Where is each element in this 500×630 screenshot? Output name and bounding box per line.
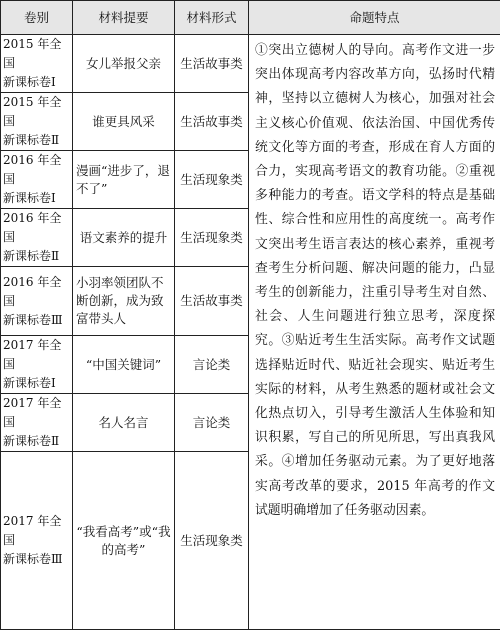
volume-year: 2015 年全国: [3, 37, 61, 70]
volume-year: 2017 年全国: [3, 514, 61, 547]
header-volume: 卷别: [1, 1, 73, 35]
material-cell: 女儿举报父亲: [73, 35, 175, 93]
form-cell: 言论类: [175, 336, 249, 394]
volume-name: 新课标卷Ⅲ: [3, 552, 63, 566]
table-row: [1, 35, 500, 93]
volume-year: 2016 年全国: [3, 275, 61, 308]
form-cell: 生活故事类: [175, 267, 249, 336]
volume-cell: [1, 336, 73, 394]
material-cell: 名人名言: [73, 394, 175, 452]
volume-cell: [1, 452, 73, 630]
volume-year: 2016 年全国: [3, 153, 61, 186]
volume-cell: [1, 93, 73, 151]
features-cell: ①突出立德树人的导向。高考作文进一步突出体现高考内容改革方向，弘扬时代精神，坚持以立德树人为核心，加强对社会主义核心价值观、依法治国、中国优秀传统文化等方面的考查，形成在育人方面的合力，实现高考语文的教育功能。②重视多种能力的考查。语文学科的特点是基础性、综合性和应用性的高度统一。高考作文突出考生语言表达的核心素养，重视考查考生分析问题、解决问题的能力，凸显考生的创新能力，注重引导考生对自然、社会、人生问题进行独立思考，深度探究。③贴近考生生活实际。高考作文试题选择贴近时代、贴近社会现实、贴近考生实际的材料，从考生熟悉的题材或社会文化热点切入，引导考生激活人生体验和知识积累，写自己的所见所思，写出真我风采。④增加任务驱动元素。为了更好地落实高考改革的要求，2015 年高考的作文试题明确增加了任务驱动因素。: [249, 35, 500, 630]
header-material: 材料提要: [73, 1, 175, 35]
form-cell: 生活现象类: [175, 209, 249, 267]
volume-year: 2016 年全国: [3, 211, 61, 244]
volume-name: 新课标卷Ⅰ: [3, 191, 56, 205]
header-row: [1, 1, 500, 35]
material-cell: 漫画“进步了，退不了”: [73, 151, 175, 209]
material-cell: “中国关键词”: [73, 336, 175, 394]
volume-cell: [1, 35, 73, 93]
form-cell: 生活现象类: [175, 452, 249, 630]
volume-year: 2017 年全国: [3, 396, 61, 429]
volume-name: 新课标卷Ⅰ: [3, 75, 56, 89]
volume-name: 新课标卷Ⅲ: [3, 313, 63, 327]
volume-name: 新课标卷Ⅱ: [3, 434, 59, 448]
header-features: 命题特点: [249, 1, 500, 35]
volume-cell: [1, 394, 73, 452]
form-cell: 生活现象类: [175, 151, 249, 209]
volume-name: 新课标卷Ⅱ: [3, 133, 59, 147]
volume-cell: [1, 209, 73, 267]
material-cell: 谁更具风采: [73, 93, 175, 151]
material-cell: “我看高考”或“我的高考”: [73, 452, 175, 630]
volume-name: 新课标卷Ⅰ: [3, 376, 56, 390]
form-cell: 言论类: [175, 394, 249, 452]
volume-cell: [1, 151, 73, 209]
header-form: 材料形式: [175, 1, 249, 35]
material-cell: 语文素养的提升: [73, 209, 175, 267]
form-cell: 生活故事类: [175, 93, 249, 151]
form-cell: 生活故事类: [175, 35, 249, 93]
material-cell: 小羽率领团队不断创新，成为致富带头人: [73, 267, 175, 336]
volume-year: 2015 年全国: [3, 95, 61, 128]
volume-name: 新课标卷Ⅱ: [3, 249, 59, 263]
volume-cell: [1, 267, 73, 336]
volume-year: 2017 年全国: [3, 338, 61, 371]
